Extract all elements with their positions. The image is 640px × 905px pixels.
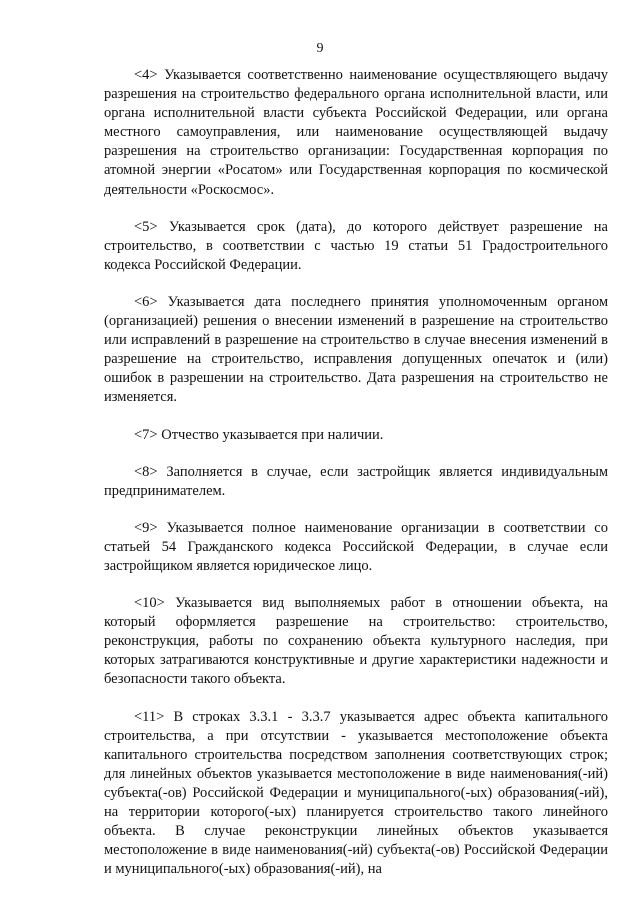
footnote-7: <7> Отчество указывается при наличии.	[134, 426, 384, 443]
footnote-6: <6> Указывается дата последнего принятия уполномоченным органом (организацией) решения о внесении изменений в разрешение на строительство или исправлений в разрешение на строительство в случае внесения изменений в разрешение на строительство, исправления допущенных опечаток и (или) ошибок в разрешении на строительство. Дата разрешения на строительство не изменяется.	[104, 293, 608, 406]
footnote-5: <5> Указывается срок (дата), до которого действует разрешение на строительство, в соответствии с частью 19 статьи 51 Градостроительного кодекса Российской Федерации.	[104, 218, 608, 273]
footnote-4: <4> Указывается соответственно наименование осуществляющего выдачу разрешения на строительство федерального органа исполнительной власти, или органа исполнительной власти субъекта Российской Федерации, или органа местного самоуправления, или наименование осуществляющей выдачу разрешения на строительство организации: Государственная корпорация по атомной энергии «Росатом» или Государственная корпорация по космической деятельности «Роскосмос».	[104, 67, 608, 198]
footnotes-body	[104, 66, 608, 879]
footnote-10: <10> Указывается вид выполняемых работ в отношении объекта, на который оформляется разрешение на строительство: строительство, реконструкция, работы по сохранению объекта культурного наследия, при которых затрагиваются конструктивные и другие характеристики надежности и безопасности такого объекта.	[104, 595, 608, 688]
footnote-8: <8> Заполняется в случае, если застройщик является индивидуальным предпринимателем.	[104, 463, 608, 499]
footnote-11: <11> В строках 3.3.1 - 3.3.7 указывается адрес объекта капитального строительства, а при отсутствии - указывается местоположение объекта капитального строительства посредством заполнения соответствующих строк; для линейных объектов указывается местоположение в виде наименования(-ий) субъекта(-ов) Российской Федерации и муниципального(-ых) образования(-ий), на территории которого(-ых) планируется строительство такого линейного объекта. В случае реконструкции линейных объектов указывается местоположение в виде наименования(-ий) субъекта(-ов) Российской Федерации и муниципального(-ых) образования(-ий), на	[104, 708, 608, 878]
page-number: 9	[316, 41, 324, 56]
footnote-9: <9> Указывается полное наименование организации в соответствии со статьей 54 Гражданского кодекса Российской Федерации, в случае если застройщиком является юридическое лицо.	[104, 519, 608, 574]
